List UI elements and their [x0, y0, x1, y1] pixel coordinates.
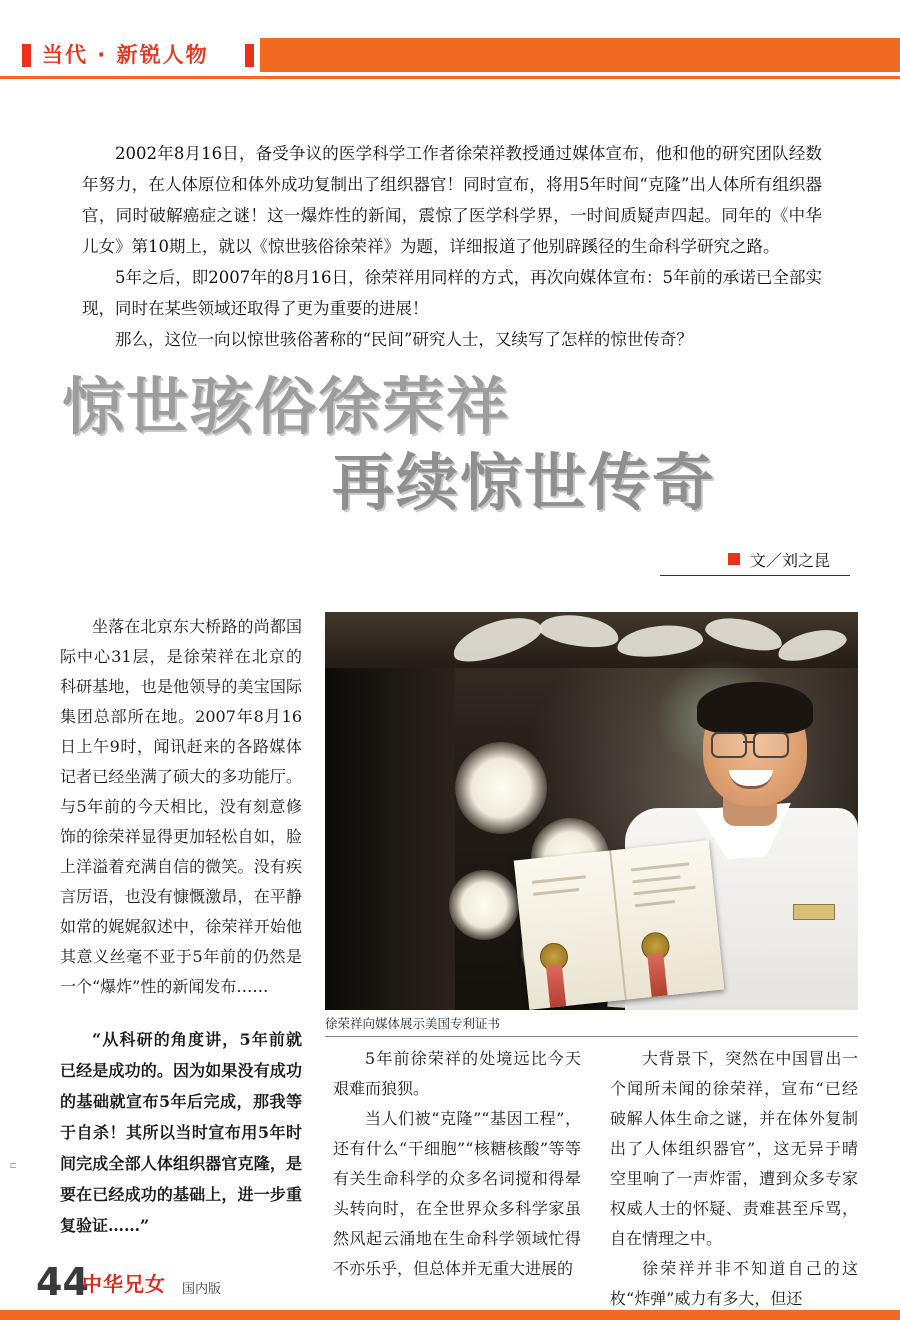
photo-dark-backdrop — [325, 612, 455, 1010]
photo-person-hair — [697, 682, 813, 734]
photo-person-name-badge — [793, 904, 835, 920]
photo-certificate-text-line — [632, 875, 680, 883]
photo-caption: 徐荣祥向媒体展示美国专利证书 — [325, 1016, 501, 1031]
header-marker-left-icon — [22, 44, 31, 67]
headline-line-2: 再续惊世传奇 — [332, 446, 717, 519]
photo-person-glasses-left — [711, 732, 747, 758]
left-paragraph-1: 坐落在北京东大桥路的尚都国际中心31层，是徐荣祥在北京的科研基地，也是他领导的美宝国际集团总部所在地。2007年8月16日上午9时，闻讯赶来的各路媒体记者已经坐满了硕大的多功能厅。与5年前的今天相比，没有刻意修饰的徐荣祥显得更加轻松自如，脸上洋溢着充满自信的微笑。没有疾言厉语，也没有慷慨激昂，在平静如常的娓娓叙述中，徐荣祥开始他其意义丝毫不亚于5年前的仍然是一个“爆炸”性的新闻发布…… — [60, 617, 302, 996]
byline-underline — [660, 575, 850, 576]
lead-paragraph-2: 5年之后，即2007年的8月16日，徐荣祥用同样的方式，再次向媒体宣布：5年前的承诺已全部实现，同时在某些领域还取得了更为重要的进展！ — [82, 268, 822, 318]
pull-quote: “从科研的角度讲，5年前就已经是成功的。因为如果没有成功的基础就宣布5年后完成，那我等于自杀！其所以当时宣布用5年时间完成全部人体组织器官克隆，是要在已经成功的基础上，进一步重复验证……” — [60, 1030, 302, 1235]
section-category-title: 当代 · 新锐人物 — [42, 43, 209, 67]
photo-certificate-text-line — [532, 875, 586, 884]
photo-person-glasses-right — [753, 732, 789, 758]
page-number: 44 — [36, 1260, 89, 1304]
photo-patent-certificate — [514, 840, 725, 1010]
photo-certificate-ribbon-right — [647, 954, 667, 997]
photo-certificate-text-line — [635, 900, 675, 907]
body-column-left — [60, 612, 302, 1241]
lead-paragraph-1: 2002年8月16日，备受争议的医学科学工作者徐荣祥教授通过媒体宣布，他和他的研究团队经数年努力，在人体原位和体外成功复制出了组织器官！同时宣布，将用5年时间“克隆”出人体所有组织器官，同时破解癌症之谜！这一爆炸性的新闻，震惊了医学科学界，一时间质疑声四起。同年的《中华儿女》第10期上，就以《惊世骇俗徐荣祥》为题，详细报道了他别辟蹊径的生命科学研究之路。 — [82, 144, 822, 256]
body-column-middle — [333, 1044, 581, 1284]
photo-person-glasses-bridge — [743, 741, 755, 743]
photo-scene — [325, 612, 858, 1010]
lead-paragraphs — [82, 138, 822, 355]
photo-certificate-text-line — [533, 888, 579, 896]
right-paragraph-1: 大背景下，突然在中国冒出一个闻所未闻的徐荣祥，宣布“已经破解人体生命之谜，并在体外复制出了人体组织器官”，这无异于晴空里响了一声炸雷，遭到众多专家权威人士的怀疑、责难甚至斥骂，自在情理之中。 — [610, 1049, 858, 1248]
middle-paragraph-1: 5年前徐荣祥的处境远比今天艰难而狼狈。 — [333, 1049, 581, 1098]
photo-certificate-fold — [609, 850, 627, 999]
photo-certificate-ribbon-left — [546, 964, 566, 1007]
photo-decor-flower — [455, 742, 547, 834]
article-photo — [325, 612, 858, 1010]
byline — [728, 548, 830, 571]
photo-certificate-text-line — [631, 862, 689, 871]
caption-rule — [325, 1036, 858, 1037]
lead-paragraph-3: 那么，这位一向以惊世骇俗著称的“民间”研究人士，又续写了怎样的惊世传奇？ — [115, 330, 693, 349]
header-marker-right-icon — [245, 44, 254, 67]
headline-line-1: 惊世骇俗徐荣祥 — [62, 370, 511, 443]
byline-text: 文／刘之昆 — [749, 551, 830, 570]
magazine-edition: 国内版 — [182, 1282, 222, 1297]
footer-orange-bar — [0, 1310, 900, 1320]
middle-paragraph-2: 当人们被“克隆”“基因工程”，还有什么“干细胞”“核糖核酸”等等有关生命科学的众多名词搅和得晕头转向时，在全世界众多科学家虽然风起云涌地在生命科学领域忙得不亦乐乎，但总体并无重大进展的 — [333, 1109, 581, 1278]
page-edge-mark: п — [7, 1162, 19, 1169]
page-footer — [0, 1262, 900, 1320]
photo-certificate-text-line — [634, 886, 696, 895]
header-bottom-rule — [0, 76, 900, 79]
photo-decor-flower — [449, 870, 519, 940]
article-headline — [0, 372, 900, 542]
byline-square-icon — [728, 553, 740, 565]
magazine-name: 中华兄女 — [82, 1272, 166, 1296]
right-paragraph-2: 徐荣祥并非不知道自己的这枚“炸弹”威力有多大，但还 — [610, 1259, 858, 1308]
